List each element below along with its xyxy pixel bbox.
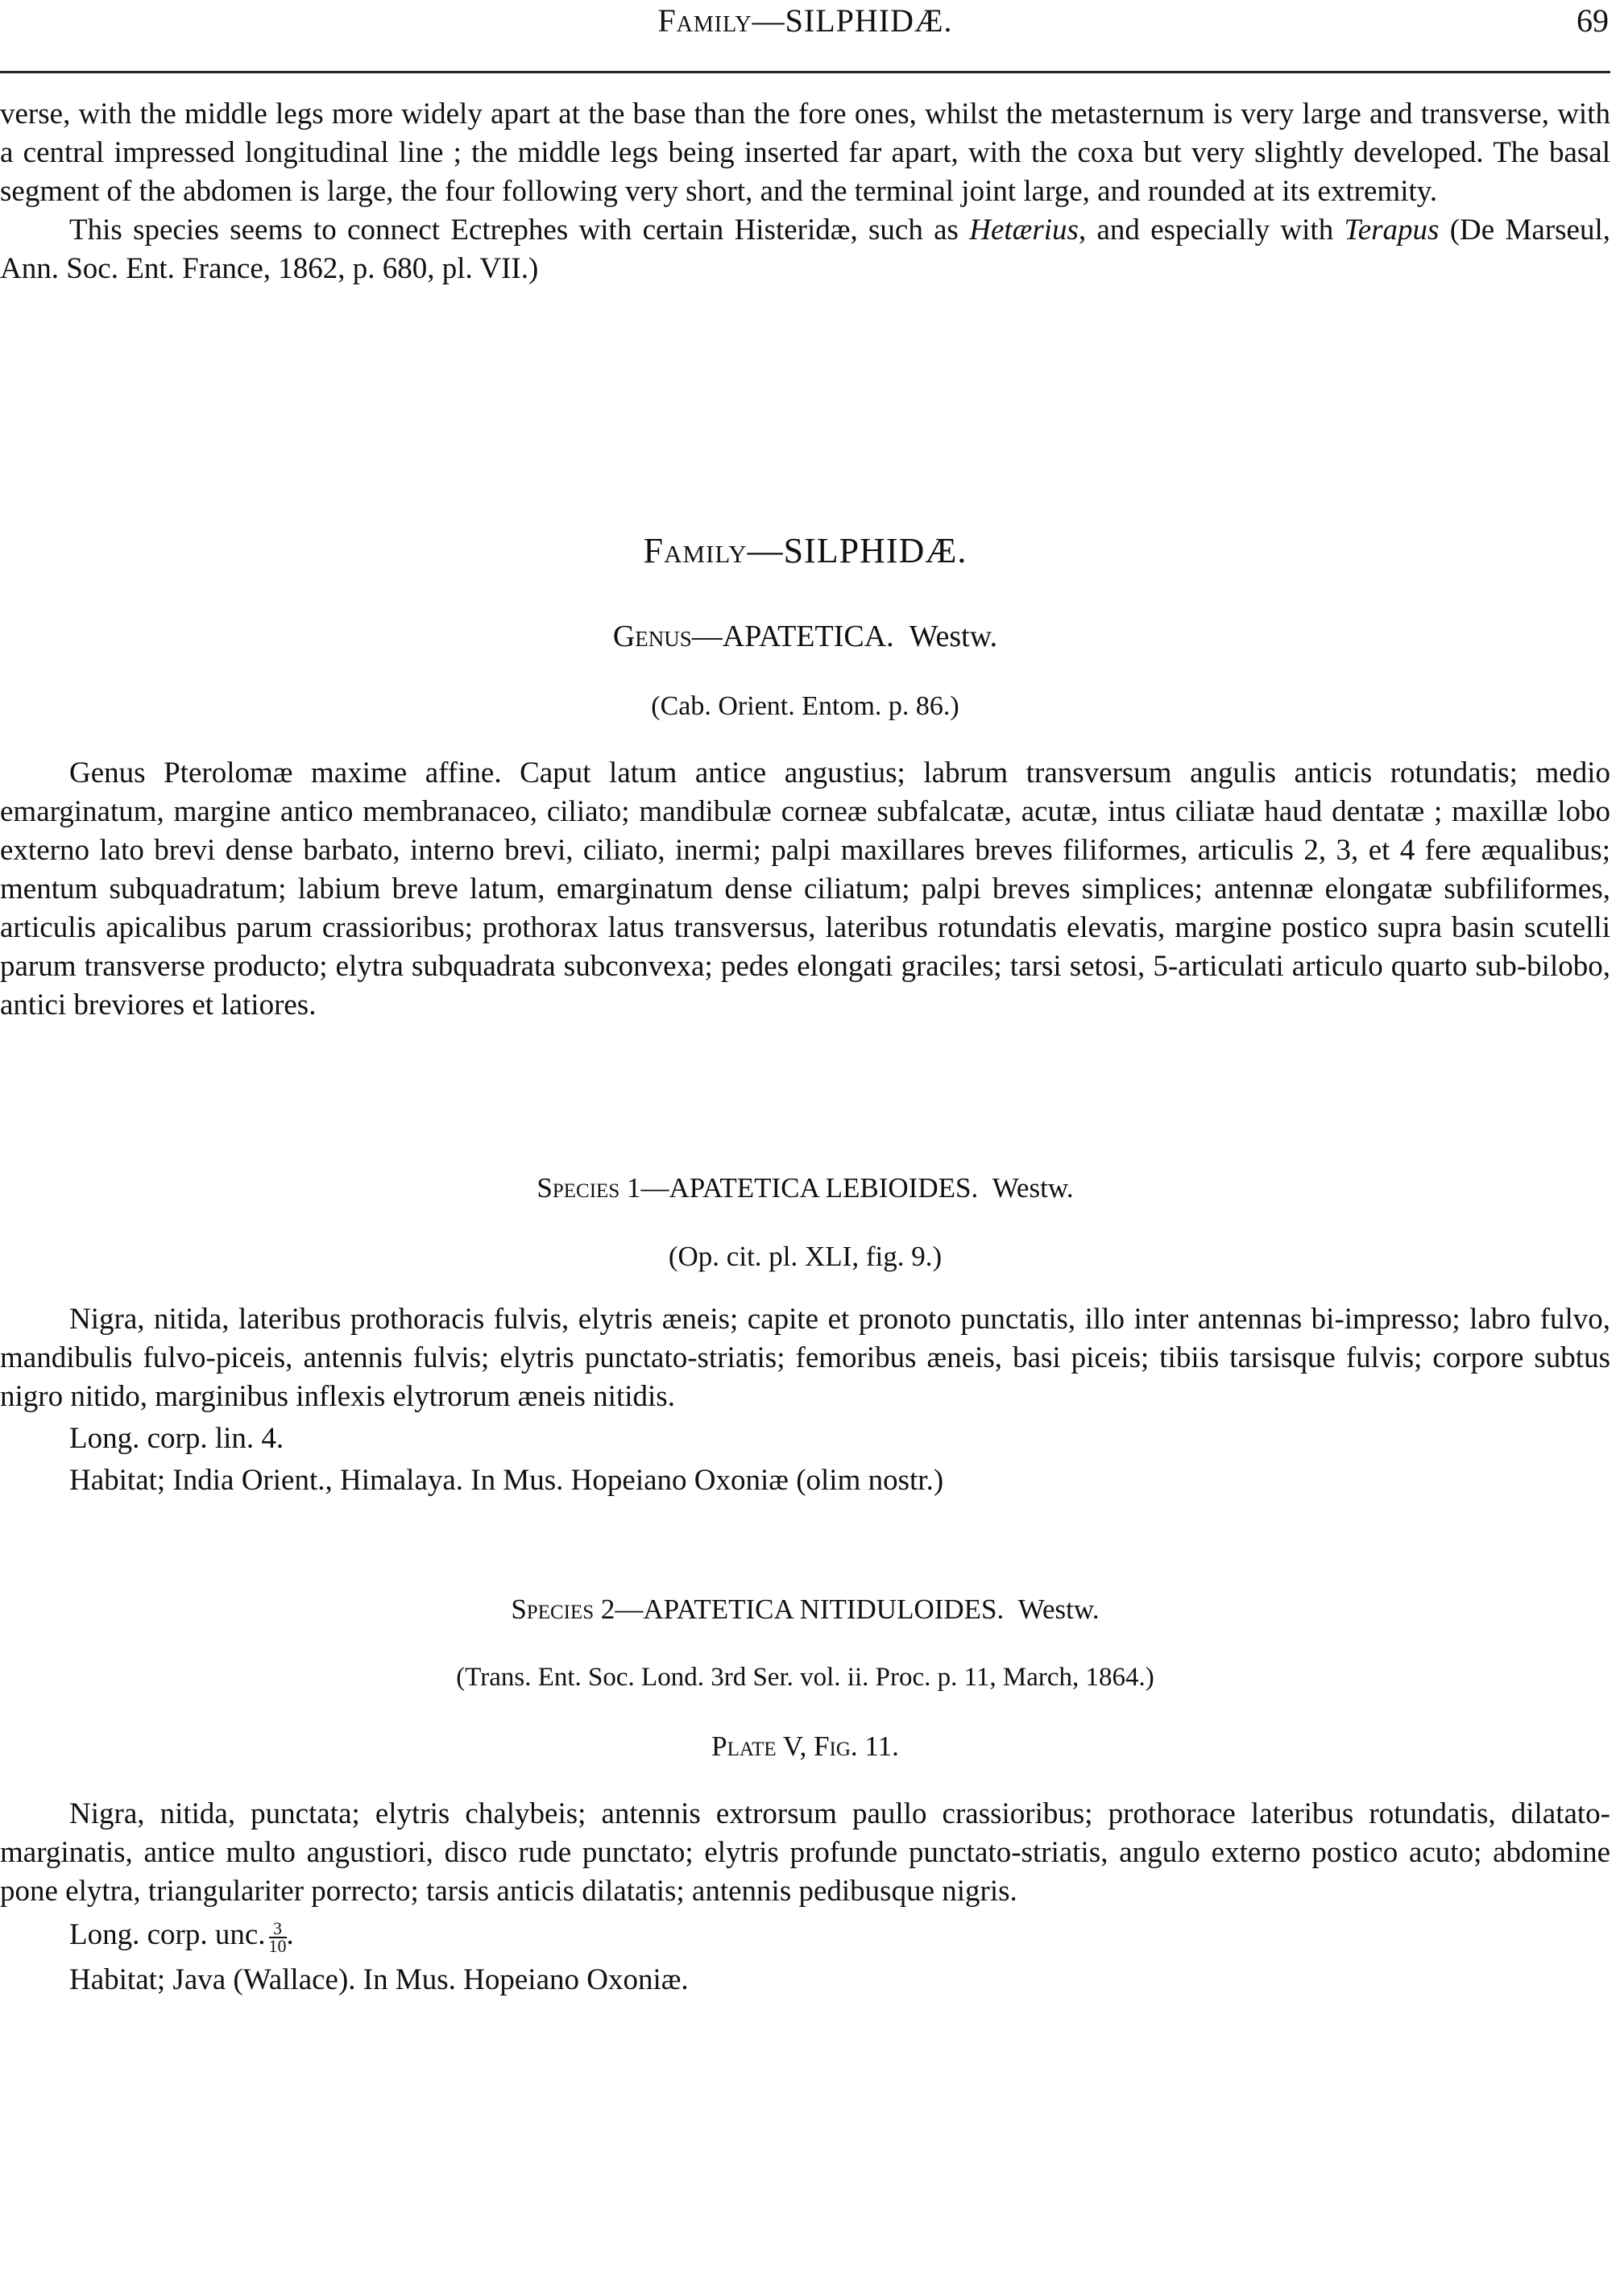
species-1-block	[0, 1300, 1610, 1500]
species-2-plate-text: Plate V, Fig. 11.	[711, 1730, 899, 1762]
genus-description-block	[0, 754, 1610, 1025]
species-2-plate	[0, 1730, 1610, 1763]
species-1-heading-text: Species 1—APATETICA LEBIOIDES.	[537, 1172, 979, 1204]
species-2-reference: (Trans. Ent. Soc. Lond. 3rd Ser. vol. ii. Proc. p. 11, March, 1864.)	[456, 1663, 1154, 1692]
species-1-description: Nigra, nitida, lateribus prothoracis fulvis, elytris æneis; capite et pronoto punctatis, illo inter antennas bi-impresso; labro fulvo, mandibulis fulvo-piceis, antennis fulvis; elytris punctato-striatis; femoribus æneis, basi piceis; tibiis tarsisque fulvis; corpore subtus nigro nitido, marginibus inflexis elytrorum æneis nitidis.	[0, 1303, 1610, 1413]
genus-reference: (Cab. Orient. Entom. p. 86.)	[651, 691, 959, 721]
species-2-heading	[0, 1594, 1610, 1626]
species-2-habitat: Habitat; Java (Wallace). In Mus. Hopeiano Oxoniæ.	[69, 1963, 689, 1996]
species-2-heading-text: Species 2—APATETICA NITIDULOIDES.	[511, 1594, 1005, 1625]
species-1-heading	[0, 1172, 1610, 1204]
family-heading-text: Family—SILPHIDÆ.	[643, 531, 967, 570]
running-title: Family—SILPHIDÆ.	[657, 2, 953, 39]
page-number: 69	[1576, 2, 1609, 39]
species-1-reference: (Op. cit. pl. XLI, fig. 9.)	[668, 1241, 943, 1272]
species-1-author: Westw.	[992, 1172, 1074, 1204]
family-heading	[0, 530, 1610, 571]
species-1-length: Long. corp. lin. 4.	[69, 1422, 284, 1455]
header-rule	[0, 71, 1610, 73]
continued-text	[0, 95, 1610, 288]
species-2-description: Nigra, nitida, punctata; elytris chalybeis; antennis extrorsum paullo crassioribus; prothorace lateribus rotundatis, dilatato-marginatis, antice multo angustiori, disco rude punctato; elytris profunde punctato-striatis, angulo externo postico acuto; abdomine pone elytra, triangulariter porrecto; tarsis anticis dilatatis; antennis pedibusque nigris.	[0, 1797, 1610, 1908]
running-head	[0, 2, 1610, 50]
continued-paragraph-2-part-b: , and especially with	[1078, 213, 1344, 247]
genus-author: Westw.	[909, 620, 998, 653]
genus-heading-text: Genus—APATETICA.	[612, 620, 894, 653]
continued-paragraph-2-part-c: (De Marseul, Ann. Soc. Ent. France, 1862, p. 680, pl. VII.)	[0, 213, 1610, 285]
species-2-author: Westw.	[1017, 1594, 1100, 1625]
continued-paragraph-2	[0, 211, 1610, 288]
continued-paragraph-2-part-a: This species seems to connect Ectrephes with certain Histeridæ, such as	[69, 213, 970, 247]
fraction-denominator: 10	[268, 1935, 287, 1956]
species-1-habitat: Habitat; India Orient., Himalaya. In Mus. Hopeiano Oxoniæ (olim nostr.)	[69, 1464, 944, 1497]
species-2-length-fraction	[268, 1917, 287, 1956]
species-2-length-prefix: Long. corp. unc.	[69, 1918, 266, 1951]
species-2-block	[0, 1795, 1610, 2000]
species-2-length: Long. corp. unc. $\frac{3}{10}$ .	[69, 1917, 294, 1956]
continued-paragraph-1: verse, with the middle legs more widely apart at the base than the fore ones, whilst the metasternum is very large and transverse, with a central impressed longitudinal line ; the middle legs being inserted far apart, with the coxa but very slightly developed. The basal segment of the abdomen is large, the four following very short, and the terminal joint large, and rounded at its extremity.	[0, 97, 1610, 208]
fraction-numerator: 3	[269, 1921, 287, 1938]
genus-name-hetaerius: Hetærius	[969, 213, 1079, 247]
genus-heading	[0, 619, 1610, 654]
genus-name-terapus: Terapus	[1344, 213, 1440, 247]
genus-description: Genus Pterolomæ maxime affine. Caput latum antice angustius; labrum transversum angulis anticis rotundatis; medio emarginatum, margine antico membranaceo, ciliato; mandibulæ corneæ subfalcatæ, acutæ, intus ciliatæ haud dentatæ ; maxillæ lobo externo lato brevi dense barbato, interno brevi, ciliato, inermi; palpi maxillares breves filiformes, articulis 2, 3, et 4 fere æqualibus; mentum subquadratum; labium breve latum, emarginatum dense ciliatum; palpi breves simplices; antennæ elongatæ subfiliformes, articulis apicalibus parum crassioribus; prothorax latus transversus, lateribus rotundatis elevatis, margine postico supra basin scutelli parum transverse producto; elytra subquadrata subconvexa; pedes elongati graciles; tarsi setosi, 5-articulati articulo quarto sub-bilobo, antici breviores et latiores.	[0, 756, 1610, 1022]
